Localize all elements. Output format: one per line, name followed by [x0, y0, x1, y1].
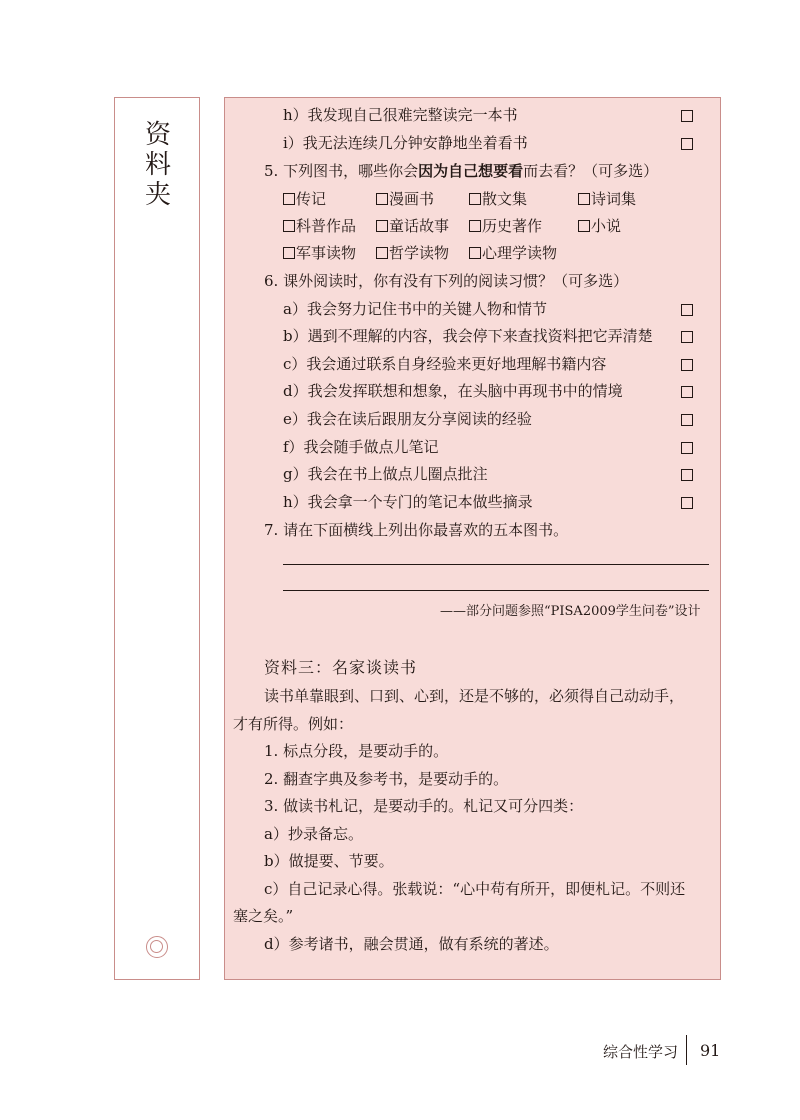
q6-item: d）我会发挥联想和想象，在头脑中再现书中的情境 [283, 382, 623, 400]
sub-item: 塞之矣。” [233, 907, 294, 925]
checkbox[interactable] [376, 247, 388, 259]
q5-option[interactable]: 传记 [283, 189, 326, 209]
checkbox[interactable] [681, 386, 693, 398]
ring-icon [146, 936, 168, 958]
page-number: 91 [700, 1041, 721, 1060]
q5-option[interactable]: 漫画书 [376, 189, 434, 209]
sub-item: a）抄录备忘。 [264, 825, 363, 843]
checkbox[interactable] [681, 331, 693, 343]
checkbox[interactable] [681, 304, 693, 316]
q4-item-h: h）我发现自己很难完整读完一本书 [283, 106, 518, 124]
list-item: 1. 标点分段，是要动手的。 [264, 742, 449, 760]
q5-option[interactable]: 诗词集 [578, 189, 636, 209]
checkbox[interactable] [283, 247, 295, 259]
checkbox[interactable] [469, 193, 481, 205]
q4-item-i: i）我无法连续几分钟安静地坐着看书 [283, 134, 528, 152]
sidebar-title [143, 120, 173, 210]
q6-item: e）我会在读后跟朋友分享阅读的经验 [283, 410, 532, 428]
checkbox[interactable] [578, 193, 590, 205]
checkbox[interactable] [681, 359, 693, 371]
checkbox[interactable] [376, 193, 388, 205]
checkbox[interactable] [681, 442, 693, 454]
q5-option[interactable]: 童话故事 [376, 216, 449, 236]
paragraph: 读书单靠眼到、口到、心到，还是不够的，必须得自己动动手， [264, 687, 685, 705]
material-heading: 资料三：名家谈读书 [264, 658, 418, 677]
list-item: 2. 翻查字典及参考书，是要动手的。 [264, 770, 509, 788]
sub-item: d）参考诸书，融会贯通，做有系统的著述。 [264, 935, 559, 953]
q5-option[interactable]: 散文集 [469, 189, 527, 209]
checkbox[interactable] [469, 220, 481, 232]
q5-option[interactable]: 科普作品 [283, 216, 356, 236]
q5-option[interactable]: 小说 [578, 216, 621, 236]
checkbox[interactable] [681, 110, 693, 122]
paragraph: 才有所得。例如： [233, 715, 354, 733]
checkbox[interactable] [681, 138, 693, 150]
checkbox[interactable] [681, 469, 693, 481]
q6-item: g）我会在书上做点儿圈点批注 [283, 465, 488, 483]
sidebar-title-char: 夹 [144, 180, 171, 210]
sub-item: b）做提要、节要。 [264, 852, 394, 870]
question-5 [264, 161, 658, 181]
answer-line[interactable] [283, 564, 709, 565]
q6-item: a）我会努力记住书中的关键人物和情节 [283, 300, 547, 318]
source-note: ——部分问题参照“PISA2009学生问卷”设计 [440, 604, 701, 619]
q5-emphasis: 因为自己想要看 [418, 162, 524, 180]
q5-option[interactable]: 哲学读物 [376, 243, 449, 263]
q6-item: b）遇到不理解的内容，我会停下来查找资料把它弄清楚 [283, 327, 653, 345]
footer-divider [686, 1035, 687, 1065]
q5-option[interactable]: 军事读物 [283, 243, 356, 263]
sidebar-tab [114, 97, 200, 980]
sub-item: c）自己记录心得。张载说：“心中苟有所开，即便札记。不则还 [264, 880, 686, 898]
q6-item: f）我会随手做点儿笔记 [283, 438, 439, 456]
checkbox[interactable] [681, 497, 693, 509]
section-label: 综合性学习 [603, 1043, 679, 1061]
question-7: 7. 请在下面横线上列出你最喜欢的五本图书。 [264, 521, 569, 539]
q6-item: c）我会通过联系自身经验来更好地理解书籍内容 [283, 355, 607, 373]
checkbox[interactable] [681, 414, 693, 426]
sidebar-title-char: 资 [144, 120, 171, 150]
answer-line[interactable] [283, 590, 709, 591]
checkbox[interactable] [469, 247, 481, 259]
list-item: 3. 做读书札记，是要动手的。札记又可分四类： [264, 797, 584, 815]
checkbox[interactable] [283, 220, 295, 232]
checkbox[interactable] [578, 220, 590, 232]
checkbox[interactable] [283, 193, 295, 205]
q5-suffix: 而去看？（可多选） [523, 162, 659, 180]
q5-prefix: 5. 下列图书，哪些你会 [264, 162, 419, 180]
q5-option[interactable]: 历史著作 [469, 216, 542, 236]
q5-option[interactable]: 心理学读物 [469, 243, 557, 263]
sidebar-title-char: 料 [144, 150, 171, 180]
question-6: 6. 课外阅读时，你有没有下列的阅读习惯？（可多选） [264, 272, 629, 290]
q6-item: h）我会拿一个专门的笔记本做些摘录 [283, 493, 533, 511]
checkbox[interactable] [376, 220, 388, 232]
